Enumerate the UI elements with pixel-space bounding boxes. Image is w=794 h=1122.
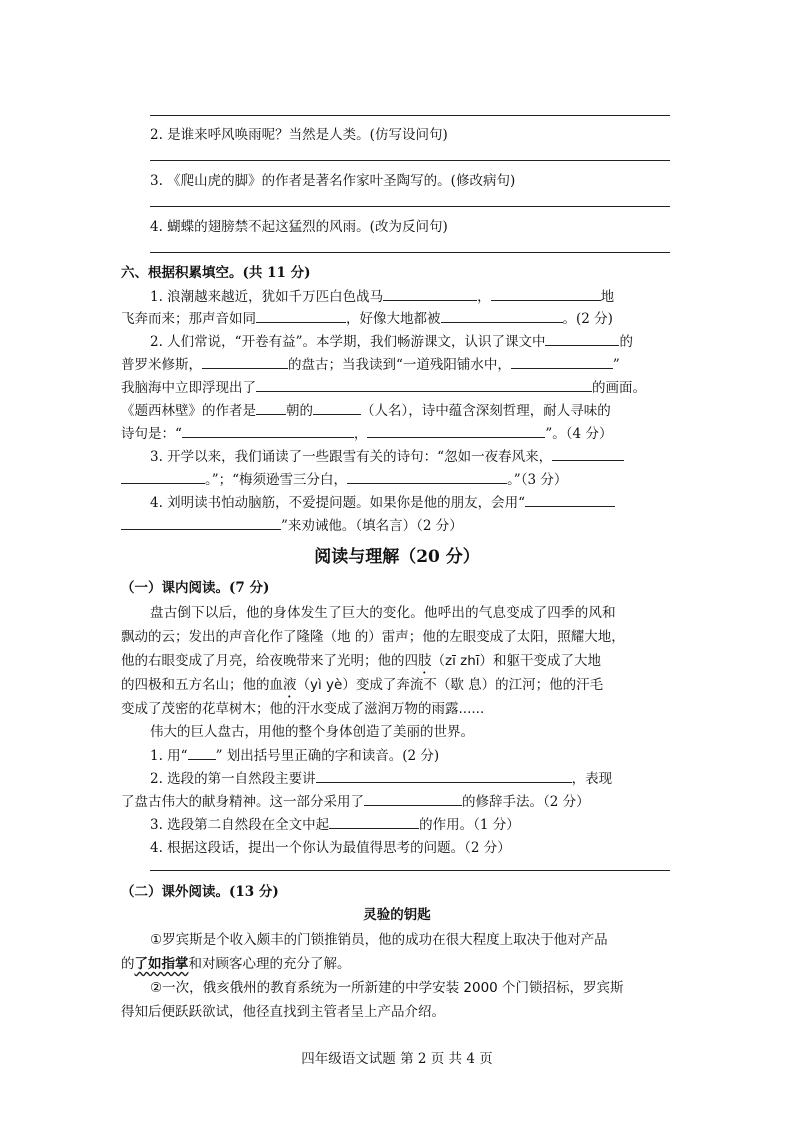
- story-title: 灵验的钥匙: [363, 907, 431, 923]
- blank-field[interactable]: [121, 470, 205, 484]
- fill-blank-row: 2. 选段的第一自然段主要讲 ，表现: [150, 771, 613, 787]
- blank-field[interactable]: [188, 746, 216, 760]
- fill-blank-row: 1. 用“ ” 划出括号里正确的字和读音。(2 分): [150, 748, 440, 764]
- blank-field[interactable]: [347, 470, 507, 484]
- question-text: 4. 蝴蝶的翅膀禁不起这猛烈的风雨。(改为反问句): [150, 219, 448, 235]
- passage-line: 飘动的云；发出的声音化作了隆隆（地 的）雷声；他的左眼变成了太阳，照耀大地，: [121, 629, 625, 645]
- blank-field[interactable]: [525, 493, 615, 507]
- fill-blank-row: 《题西林壁》的作者是 朝的 （人名），诗中蕴含深刻哲理，耐人寻味的: [121, 403, 611, 419]
- passage-line: 的了如指掌和对顾客心理的充分了解。: [121, 956, 351, 972]
- blank-field[interactable]: [316, 769, 572, 783]
- fill-blank-row: 2. 人们常说，“开卷有益”。本学期，我们畅游课文，认识了课文中 的: [150, 334, 633, 350]
- fill-blank-row: ”来劝诫他。（填名言）（2 分）: [121, 514, 463, 534]
- fill-blank-row: 飞奔而来；那声音如同 ，好像大地都被 。(2 分): [121, 311, 613, 327]
- blank-field[interactable]: [441, 309, 563, 323]
- blank-field[interactable]: [491, 287, 601, 301]
- subsection-heading: （二）课外阅读。(13 分): [121, 884, 279, 900]
- passage-line: 得知后便跃跃欲试，他径直找到主管者呈上产品介绍。: [121, 1004, 445, 1020]
- blank-field[interactable]: [121, 516, 281, 530]
- question-text: 2. 是谁来呼风唤雨呢？当然是人类。(仿写设问句): [150, 127, 448, 143]
- passage-line: 伟大的巨人盘古，用他的整个身体创造了美丽的世界。: [150, 724, 474, 740]
- blank-field[interactable]: [256, 309, 346, 323]
- question-text: 4. 根据这段话，提出一个你认为最值得思考的问题。（2 分）: [150, 840, 511, 856]
- blank-field[interactable]: [545, 332, 619, 346]
- answer-line[interactable]: [150, 115, 670, 116]
- blank-field[interactable]: [367, 424, 545, 438]
- passage-line: ①罗宾斯是个收入颇丰的门锁推销员，他的成功在很大程度上取决于他对产品: [150, 932, 608, 948]
- blank-field[interactable]: [552, 447, 624, 461]
- fill-blank-row: 诗句是：“ ， ”。（4 分）: [121, 426, 613, 442]
- fill-blank-row: 3. 开学以来，我们诵读了一些跟雪有关的诗句：“忽如一夜春风来，: [150, 445, 624, 465]
- blank-field[interactable]: [383, 287, 477, 301]
- blank-field[interactable]: [329, 815, 419, 829]
- passage-line: 的四极和五方名山；他的血液（yì yè）变成了奔流不（歇 息）的江河；他的汗毛: [121, 677, 604, 693]
- answer-line[interactable]: [150, 252, 670, 253]
- fill-blank-row: 了盘古伟大的献身精神。这一部分采用了 的修辞手法。（2 分）: [121, 794, 590, 810]
- question-text: 3. 《爬山虎的脚》的作者是著名作家叶圣陶写的。(修改病句): [150, 173, 516, 189]
- fill-blank-row: 我脑海中立即浮现出了 的画面。: [121, 380, 646, 396]
- fill-blank-row: 3. 选段第二自然段在全文中起 的作用。（1 分）: [150, 817, 520, 833]
- answer-line[interactable]: [150, 160, 670, 161]
- passage-line: 变成了茂密的花草树木；他的汗水变成了滋润万物的雨露......: [121, 701, 485, 717]
- page-footer: 四年级语文试题 第 2 页 共 4 页: [301, 1051, 493, 1067]
- blank-field[interactable]: [313, 401, 361, 415]
- section-title: 阅读与理解（20 分）: [314, 547, 480, 567]
- passage-line: 盘古倒下以后，他的身体发生了巨大的变化。他呼出的气息变成了四季的风和: [150, 605, 616, 621]
- fill-blank-row: 1. 浪潮越来越近，犹如千万匹白色战马 ， 地: [150, 289, 615, 305]
- fill-blank-row: 普罗米修斯， 的盘古；当我读到“一道残阳铺水中， ”: [121, 357, 620, 373]
- answer-line[interactable]: [150, 870, 670, 871]
- blank-field[interactable]: [256, 401, 286, 415]
- blank-field[interactable]: [511, 355, 613, 369]
- blank-field[interactable]: [364, 792, 462, 806]
- passage-line: 他的右眼变成了月亮，给夜晚带来了光明；他的四肢（zī zhī）和躯干变成了大地: [121, 653, 602, 669]
- fill-blank-row: 4. 刘明读书怕动脑筋，不爱提问题。如果你是他的朋友，会用“: [150, 491, 615, 511]
- section-heading: 六、根据积累填空。(共 11 分): [121, 265, 311, 281]
- blank-field[interactable]: [182, 424, 354, 438]
- blank-field[interactable]: [202, 355, 288, 369]
- subsection-heading: （一）课内阅读。(7 分): [121, 580, 270, 596]
- fill-blank-row: 。”；“梅须逊雪三分白， 。”（3 分）: [121, 468, 567, 488]
- blank-field[interactable]: [256, 378, 592, 392]
- answer-line[interactable]: [150, 206, 670, 207]
- passage-line: ②一次，俄亥俄州的教育系统为一所新建的中学安装 2000 个门锁招标，罗宾斯: [150, 980, 624, 996]
